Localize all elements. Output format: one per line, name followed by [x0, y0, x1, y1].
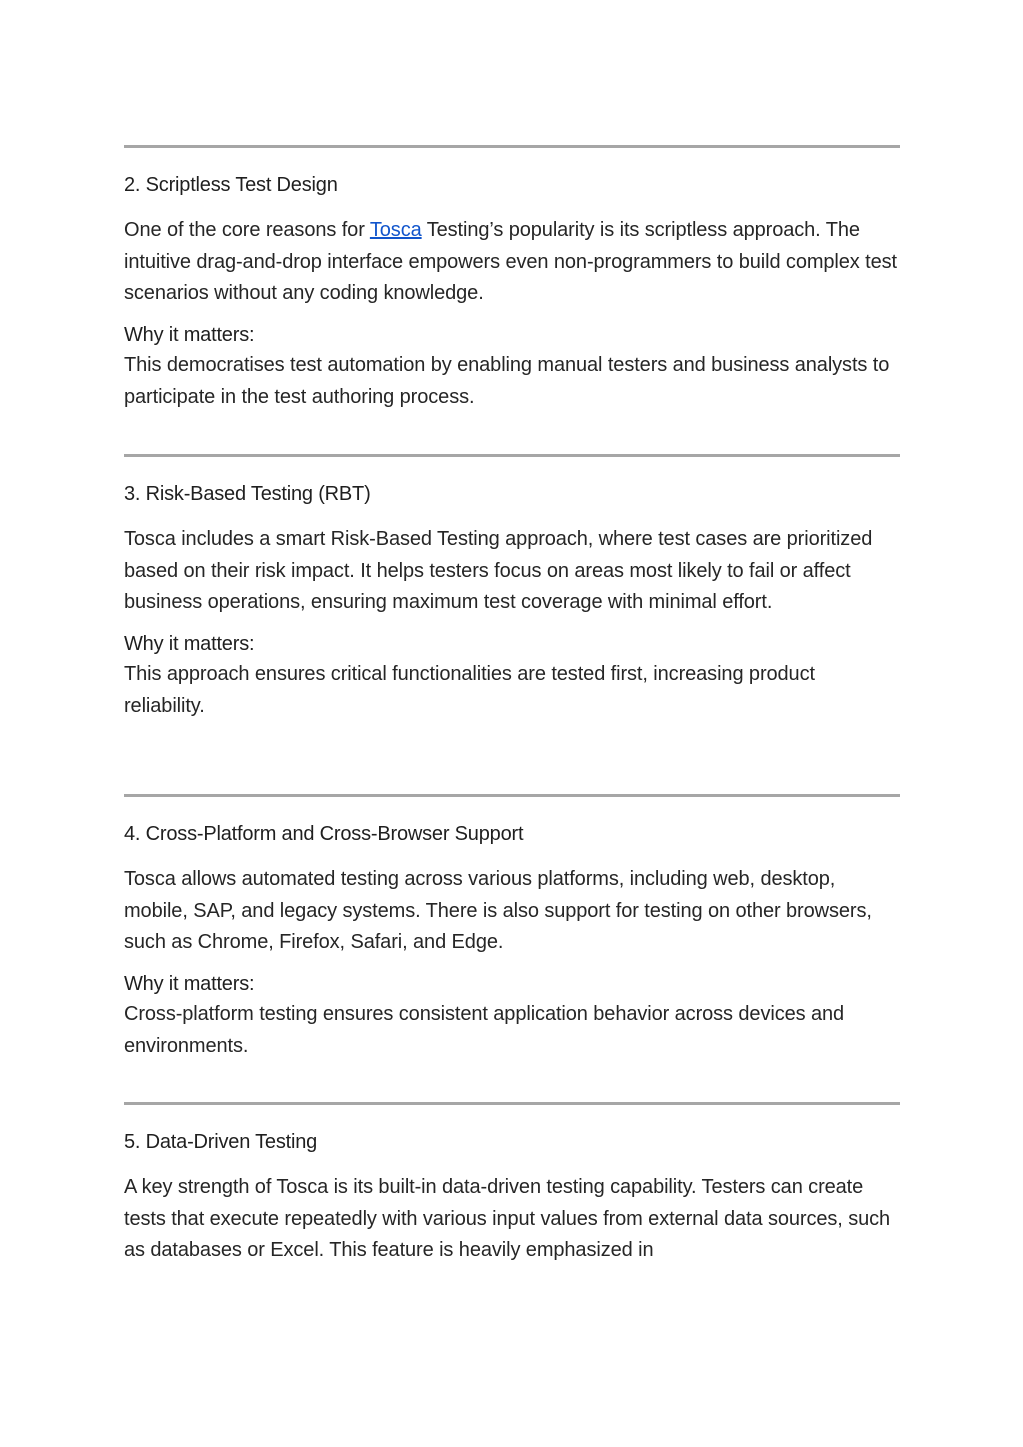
section-heading: 4. Cross-Platform and Cross-Browser Support: [124, 823, 524, 845]
why-it-matters-text: This approach ensures critical functionalities are tested first, increasing product reliability.: [124, 663, 815, 717]
why-it-matters-label: Why it matters:: [124, 973, 255, 996]
why-it-matters-label: Why it matters:: [124, 633, 255, 656]
section-data-driven-testing: [124, 1102, 900, 1267]
section-heading: 5. Data-Driven Testing: [124, 1131, 318, 1153]
why-it-matters-text: This democratises test automation by enabling manual testers and business analysts to participate in the test authoring process.: [124, 354, 890, 408]
section-divider: [124, 794, 900, 797]
section-risk-based-testing: [124, 454, 900, 723]
why-it-matters-text: Cross-platform testing ensures consistent application behavior across devices and environments.: [124, 1003, 845, 1057]
section-scriptless-test-design: [124, 145, 900, 414]
section-divider: [124, 145, 900, 148]
section-divider: [124, 454, 900, 457]
section-paragraph: A key strength of Tosca is its built-in data-driven testing capability. Testers can create tests that execute repeatedly with various input values from external data sources, such as databases or Excel. This feature is heavily emphasized in: [124, 1176, 891, 1262]
why-it-matters-label: Why it matters:: [124, 324, 255, 347]
section-cross-platform-support: [124, 794, 900, 1063]
section-paragraph: Tosca includes a smart Risk-Based Testing approach, where test cases are prioritized based on their risk impact. It helps testers focus on areas most likely to fail or affect business operations, ensuring maximum test coverage with minimal effort.: [124, 528, 873, 614]
section-heading: 2. Scriptless Test Design: [124, 174, 338, 196]
section-heading: 3. Risk-Based Testing (RBT): [124, 483, 371, 505]
paragraph-text: Testing’s popularity is its scriptless approach. The intuitive drag-and-drop interface empowers even non-programmers to build complex test scenarios without any coding knowledge.: [124, 219, 897, 305]
paragraph-text: One of the core reasons for: [124, 219, 370, 241]
section-divider: [124, 1102, 900, 1105]
tosca-link[interactable]: Tosca: [369, 219, 422, 241]
section-paragraph: Tosca allows automated testing across various platforms, including web, desktop, mobile, SAP, and legacy systems. There is also support for testing on other browsers, such as Chrome, Firefox, Safari, and Edge.: [124, 868, 872, 954]
section-paragraph: [124, 215, 900, 310]
